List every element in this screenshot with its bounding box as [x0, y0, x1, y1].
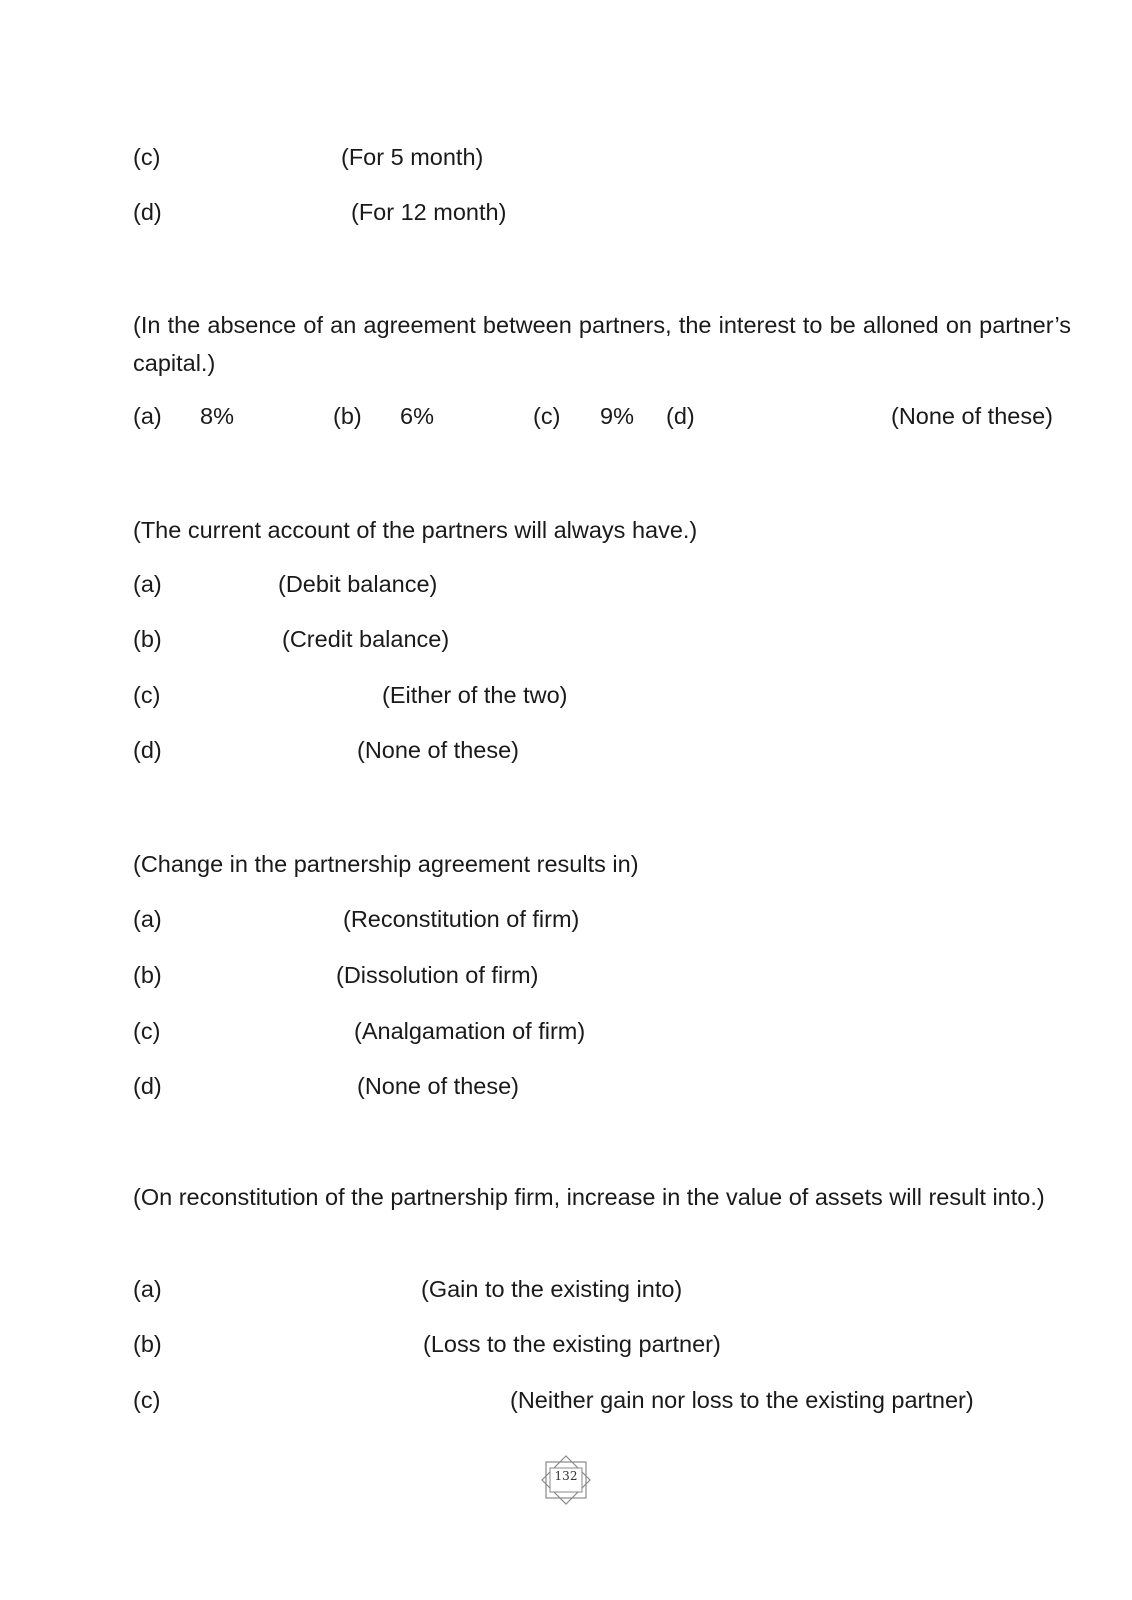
option-text: (Gain to the existing into): [421, 1276, 683, 1302]
option-text: 9%: [600, 403, 634, 429]
question-text: (On reconstitution of the partnership firm, increase in the value of assets will result into.): [133, 1184, 1045, 1210]
page-number: 132: [554, 1469, 578, 1483]
option-letter: (c): [133, 144, 161, 170]
option-text: 8%: [200, 403, 234, 429]
question-text: (The current account of the partners will always have.): [133, 517, 698, 543]
option-text: (Debit balance): [278, 571, 438, 597]
option-text: (Either of the two): [382, 682, 568, 708]
option-letter: (b): [333, 403, 362, 429]
option-letter: (a): [133, 571, 162, 597]
option-letter: (a): [133, 1276, 162, 1302]
option-text: 6%: [400, 403, 434, 429]
option-letter: (a): [133, 403, 162, 429]
option-letter: (a): [133, 906, 162, 932]
option-text: (Dissolution of firm): [336, 962, 539, 988]
option-text: (Analgamation of firm): [354, 1018, 586, 1044]
option-letter: (d): [666, 403, 695, 429]
question-text: (In the absence of an agreement between partners, the interest to be alloned on partner’s capital.): [133, 312, 1071, 376]
option-text: (Credit balance): [282, 626, 450, 652]
option-text: (None of these): [891, 403, 1053, 429]
option-letter: (b): [133, 962, 162, 988]
option-letter: (d): [133, 199, 162, 225]
question-text: (Change in the partnership agreement results in): [133, 851, 639, 877]
option-letter: (c): [133, 1387, 161, 1413]
option-letter: (c): [533, 403, 561, 429]
option-letter: (c): [133, 1018, 161, 1044]
option-text: (None of these): [357, 737, 519, 763]
option-letter: (c): [133, 682, 161, 708]
option-text: (For 12 month): [351, 199, 507, 225]
option-letter: (b): [133, 626, 162, 652]
option-text: (Loss to the existing partner): [423, 1331, 721, 1357]
option-letter: (d): [133, 737, 162, 763]
option-letter: (d): [133, 1073, 162, 1099]
option-text: (For 5 month): [341, 144, 484, 170]
option-text: (None of these): [357, 1073, 519, 1099]
option-text: (Neither gain nor loss to the existing partner): [510, 1387, 974, 1413]
option-letter: (b): [133, 1331, 162, 1357]
option-text: (Reconstitution of firm): [343, 906, 580, 932]
